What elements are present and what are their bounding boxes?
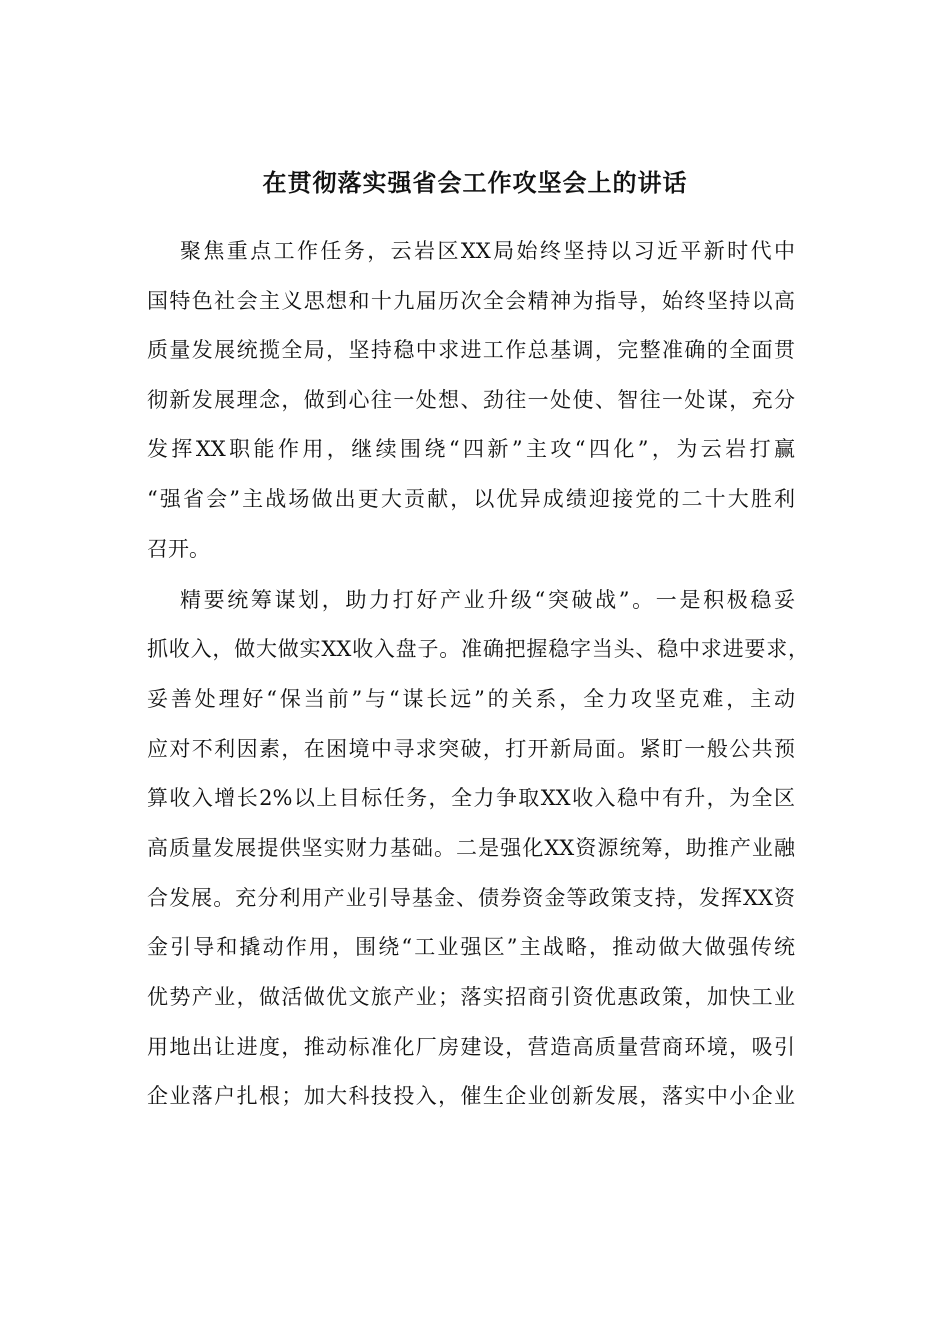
text-line: 应对不利因素，在困境中寻求突破，打开新局面。紧盯一般公共预 xyxy=(147,737,795,761)
text-line: 发挥XX职能作用，继续围绕“四新”主攻“四化”，为云岩打赢 xyxy=(147,437,795,461)
text-line: 召开。 xyxy=(147,537,210,561)
text-line: 质量发展统揽全局，坚持稳中求进工作总基调，完整准确的全面贯 xyxy=(147,338,795,362)
document-title: 在贯彻落实强省会工作攻坚会上的讲话 xyxy=(262,168,688,197)
text-line: 高质量发展提供坚实财力基础。二是强化XX资源统筹，助推产业融 xyxy=(147,836,795,860)
text-line: “强省会”主战场做出更大贡献，以优异成绩迎接党的二十大胜利 xyxy=(147,487,795,511)
text-line: 用地出让进度，推动标准化厂房建设，营造高质量营商环境，吸引 xyxy=(147,1035,795,1059)
text-line: 妥善处理好“保当前”与“谋长远”的关系，全力攻坚克难，主动 xyxy=(147,687,795,711)
text-line: 企业落户扎根；加大科技投入，催生企业创新发展，落实中小企业 xyxy=(147,1084,795,1108)
text-line: 合发展。充分利用产业引导基金、债券资金等政策支持，发挥XX资 xyxy=(147,886,795,910)
text-line: 聚焦重点工作任务，云岩区XX局始终坚持以习近平新时代中 xyxy=(180,239,795,263)
text-line: 国特色社会主义思想和十九届历次全会精神为指导，始终坚持以高 xyxy=(147,289,795,313)
text-line: 精要统筹谋划，助力打好产业升级“突破战”。一是积极稳妥 xyxy=(180,588,795,612)
text-line: 金引导和撬动作用，围绕“工业强区”主战略，推动做大做强传统 xyxy=(147,935,795,959)
text-line: 抓收入，做大做实XX收入盘子。准确把握稳字当头、稳中求进要求， xyxy=(147,637,809,661)
text-line: 优势产业，做活做优文旅产业；落实招商引资优惠政策，加快工业 xyxy=(147,985,795,1009)
text-line: 彻新发展理念，做到心往一处想、劲往一处使、智往一处谋，充分 xyxy=(147,388,795,412)
text-line: 算收入增长2%以上目标任务，全力争取XX收入稳中有升，为全区 xyxy=(147,786,795,810)
